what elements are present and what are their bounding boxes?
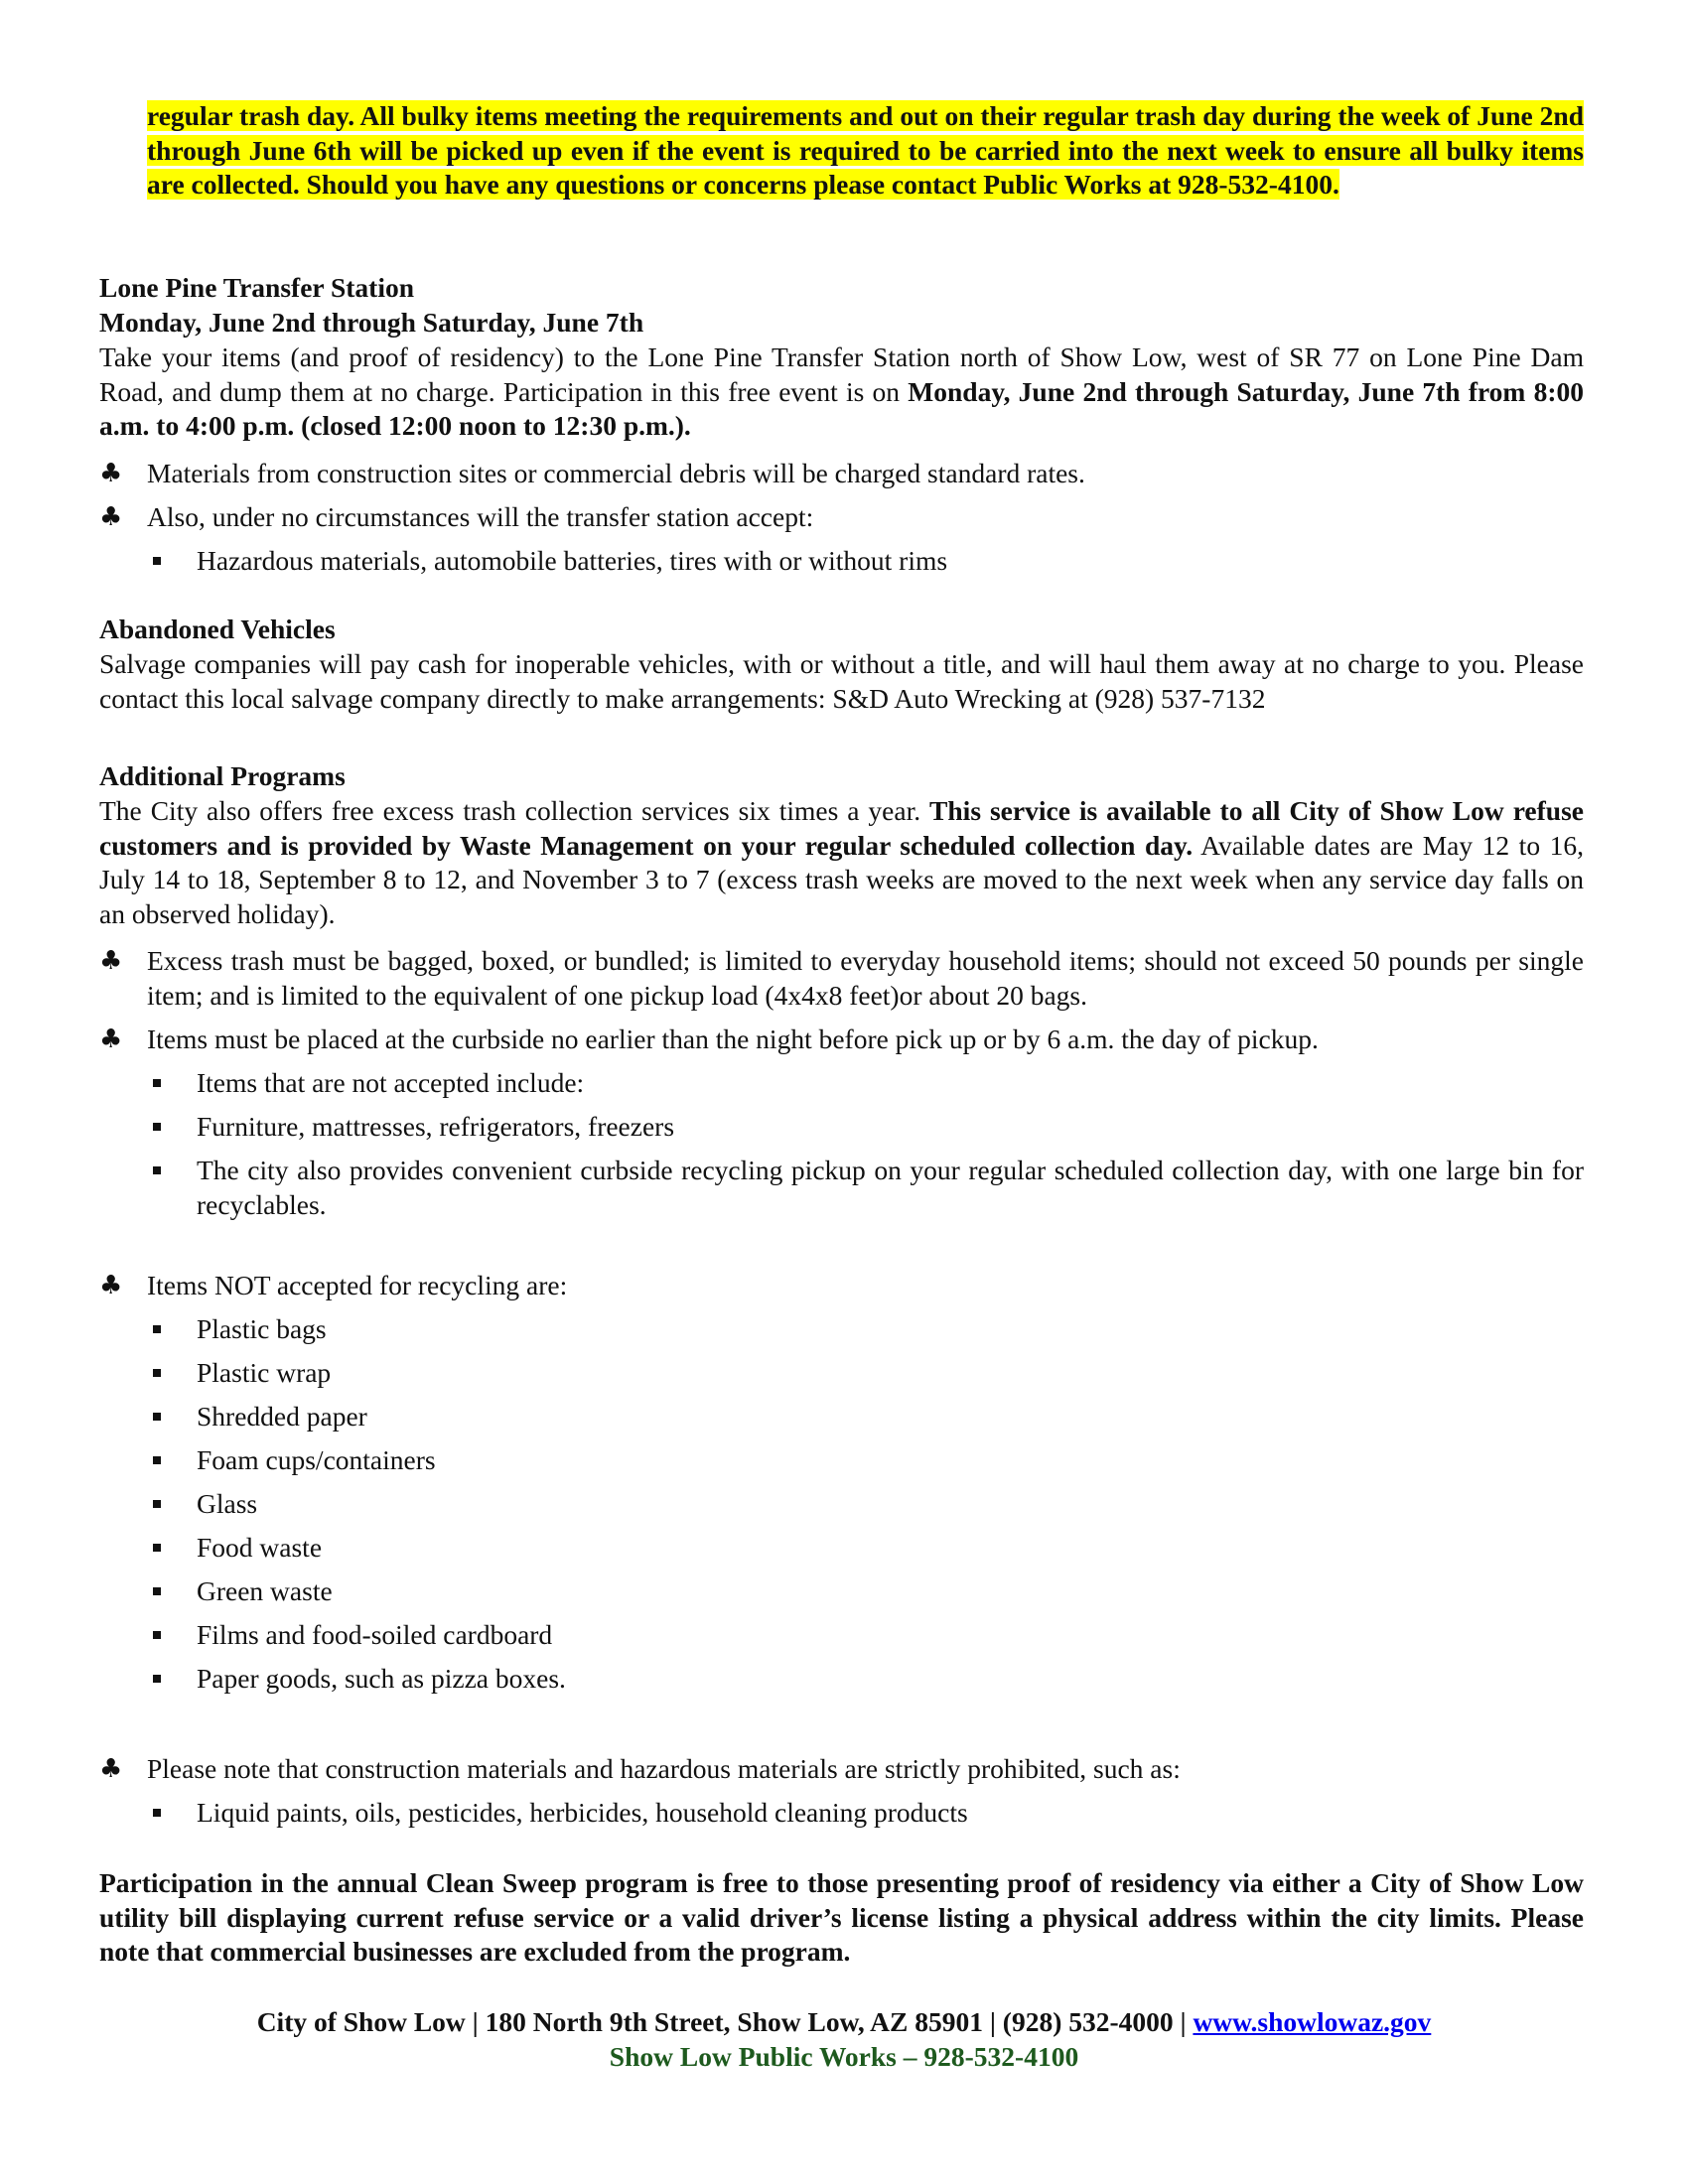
bullet-text: Items NOT accepted for recycling are: bbox=[147, 1270, 568, 1300]
footer-contact-line bbox=[0, 2005, 1688, 2040]
square-bullet-icon bbox=[153, 1544, 161, 1552]
recycling-item-text: Plastic bags bbox=[197, 1313, 327, 1344]
square-bullet-icon bbox=[153, 1166, 161, 1174]
lone-pine-body-text: Take your items (and proof of residency) to the Lone Pine Transfer Station north of Show Low, west of SR 77 on Lone Pine Dam Road, and dump them at no charge. Participation in this free event is on bbox=[99, 341, 1584, 407]
square-bullet-icon bbox=[153, 1500, 161, 1508]
sub-bullet-text: Hazardous materials, automobile batteries, tires with or without rims bbox=[197, 545, 948, 576]
recycling-item-text: Glass bbox=[197, 1488, 258, 1519]
abandoned-vehicles-heading: Abandoned Vehicles bbox=[99, 614, 336, 644]
recycling-item-text: Foam cups/containers bbox=[197, 1444, 436, 1475]
recycling-item-text: Plastic wrap bbox=[197, 1357, 332, 1388]
square-bullet-icon bbox=[153, 1123, 161, 1131]
bullet-text: Also, under no circumstances will the transfer station accept: bbox=[147, 501, 814, 532]
club-bullet-icon: ♣ bbox=[99, 1271, 123, 1300]
prohibited-item-text: Liquid paints, oils, pesticides, herbicides, household cleaning products bbox=[197, 1797, 968, 1828]
club-bullet-icon: ♣ bbox=[99, 946, 123, 976]
square-bullet-icon bbox=[153, 1369, 161, 1377]
recycling-item-text: Food waste bbox=[197, 1532, 323, 1563]
square-bullet-icon bbox=[153, 1325, 161, 1333]
square-bullet-icon bbox=[153, 1456, 161, 1464]
recycling-item-text: Paper goods, such as pizza boxes. bbox=[197, 1663, 566, 1694]
recycling-item-text: Films and food-soiled cardboard bbox=[197, 1619, 553, 1650]
club-bullet-icon: ♣ bbox=[99, 1024, 123, 1054]
website-link[interactable]: www.showlowaz.gov bbox=[1193, 2006, 1432, 2037]
intro-highlight-text: regular trash day. All bulky items meeting the requirements and out on their regular trash day during the week of June 2nd through June 6th will be picked up even if the event is required to be carried into the next week to ensure all bulky items are collected. Should you have any questions or concerns please contact Public Works at 928-532-4100. bbox=[147, 100, 1584, 201]
club-bullet-icon: ♣ bbox=[99, 1754, 123, 1784]
intro-highlighted-paragraph bbox=[147, 99, 1584, 203]
recycling-item-text: Shredded paper bbox=[197, 1401, 367, 1432]
bullet-text: Please note that construction materials and hazardous materials are strictly prohibited, such as: bbox=[147, 1753, 1181, 1784]
additional-programs-body bbox=[99, 794, 1584, 932]
recycling-item-text: Green waste bbox=[197, 1575, 333, 1606]
sub-bullet-text: Items that are not accepted include: bbox=[197, 1067, 585, 1098]
lone-pine-heading: Lone Pine Transfer Station bbox=[99, 272, 415, 303]
square-bullet-icon bbox=[153, 557, 161, 565]
bullet-text: Items must be placed at the curbside no earlier than the night before pick up or by 6 a.m. the day of pickup. bbox=[147, 1024, 1319, 1054]
additional-body-bold: This service is available to all City of Show Low refuse customers and is provided by Waste Management on your regular scheduled collection day. bbox=[99, 795, 1584, 861]
footer-address: City of Show Low | 180 North 9th Street, Show Low, AZ 85901 | (928) 532-4000 | bbox=[256, 2006, 1194, 2037]
bullet-text: Materials from construction sites or commercial debris will be charged standard rates. bbox=[147, 458, 1085, 488]
sub-bullet-text: The city also provides convenient curbside recycling pickup on your regular scheduled collection day, with one large bin for recyclables. bbox=[197, 1155, 1584, 1220]
lone-pine-body-hours: Monday, June 2nd through Saturday, June 7th from 8:00 a.m. to 4:00 p.m. (closed 12:00 noon to 12:30 p.m.). bbox=[99, 375, 1584, 442]
bullet-text: Excess trash must be bagged, boxed, or bundled; is limited to everyday household items; should not exceed 50 pounds per single item; and is limited to the equivalent of one pickup load (4x4x8 feet)or about 20 bags. bbox=[147, 945, 1584, 1011]
sub-bullet-text: Furniture, mattresses, refrigerators, freezers bbox=[197, 1111, 675, 1142]
abandoned-vehicles-body: Salvage companies will pay cash for inoperable vehicles, with or without a title, and will haul them away at no charge to you. Please contact this local salvage company directly to make arrangements: S&D Auto Wrecking at (928) 537-7132 bbox=[99, 648, 1584, 714]
square-bullet-icon bbox=[153, 1809, 161, 1817]
additional-body-text-2: Available dates are May 12 to 16, July 14 to 18, September 8 to 12, and November 3 to 7 (excess trash weeks are moved to the next week when any service day falls on an observed holiday). bbox=[99, 829, 1584, 930]
additional-programs-heading: Additional Programs bbox=[99, 760, 346, 791]
square-bullet-icon bbox=[153, 1079, 161, 1087]
square-bullet-icon bbox=[153, 1631, 161, 1639]
club-bullet-icon: ♣ bbox=[99, 502, 123, 532]
additional-body-text-1: The City also offers free excess trash collection services six times a year. bbox=[99, 795, 930, 826]
square-bullet-icon bbox=[153, 1587, 161, 1595]
lone-pine-body bbox=[99, 341, 1584, 444]
club-bullet-icon: ♣ bbox=[99, 459, 123, 488]
square-bullet-icon bbox=[153, 1413, 161, 1421]
square-bullet-icon bbox=[153, 1675, 161, 1683]
participation-paragraph: Participation in the annual Clean Sweep program is free to those presenting proof of residency via either a City of Show Low utility bill displaying current refuse service or a valid driver’s license listing a physical address within the city limits. Please note that commercial businesses are excluded from the program. bbox=[99, 1867, 1584, 1968]
footer-public-works: Show Low Public Works – 928-532-4100 bbox=[609, 2041, 1079, 2072]
lone-pine-subheading: Monday, June 2nd through Saturday, June 7th bbox=[99, 307, 644, 338]
